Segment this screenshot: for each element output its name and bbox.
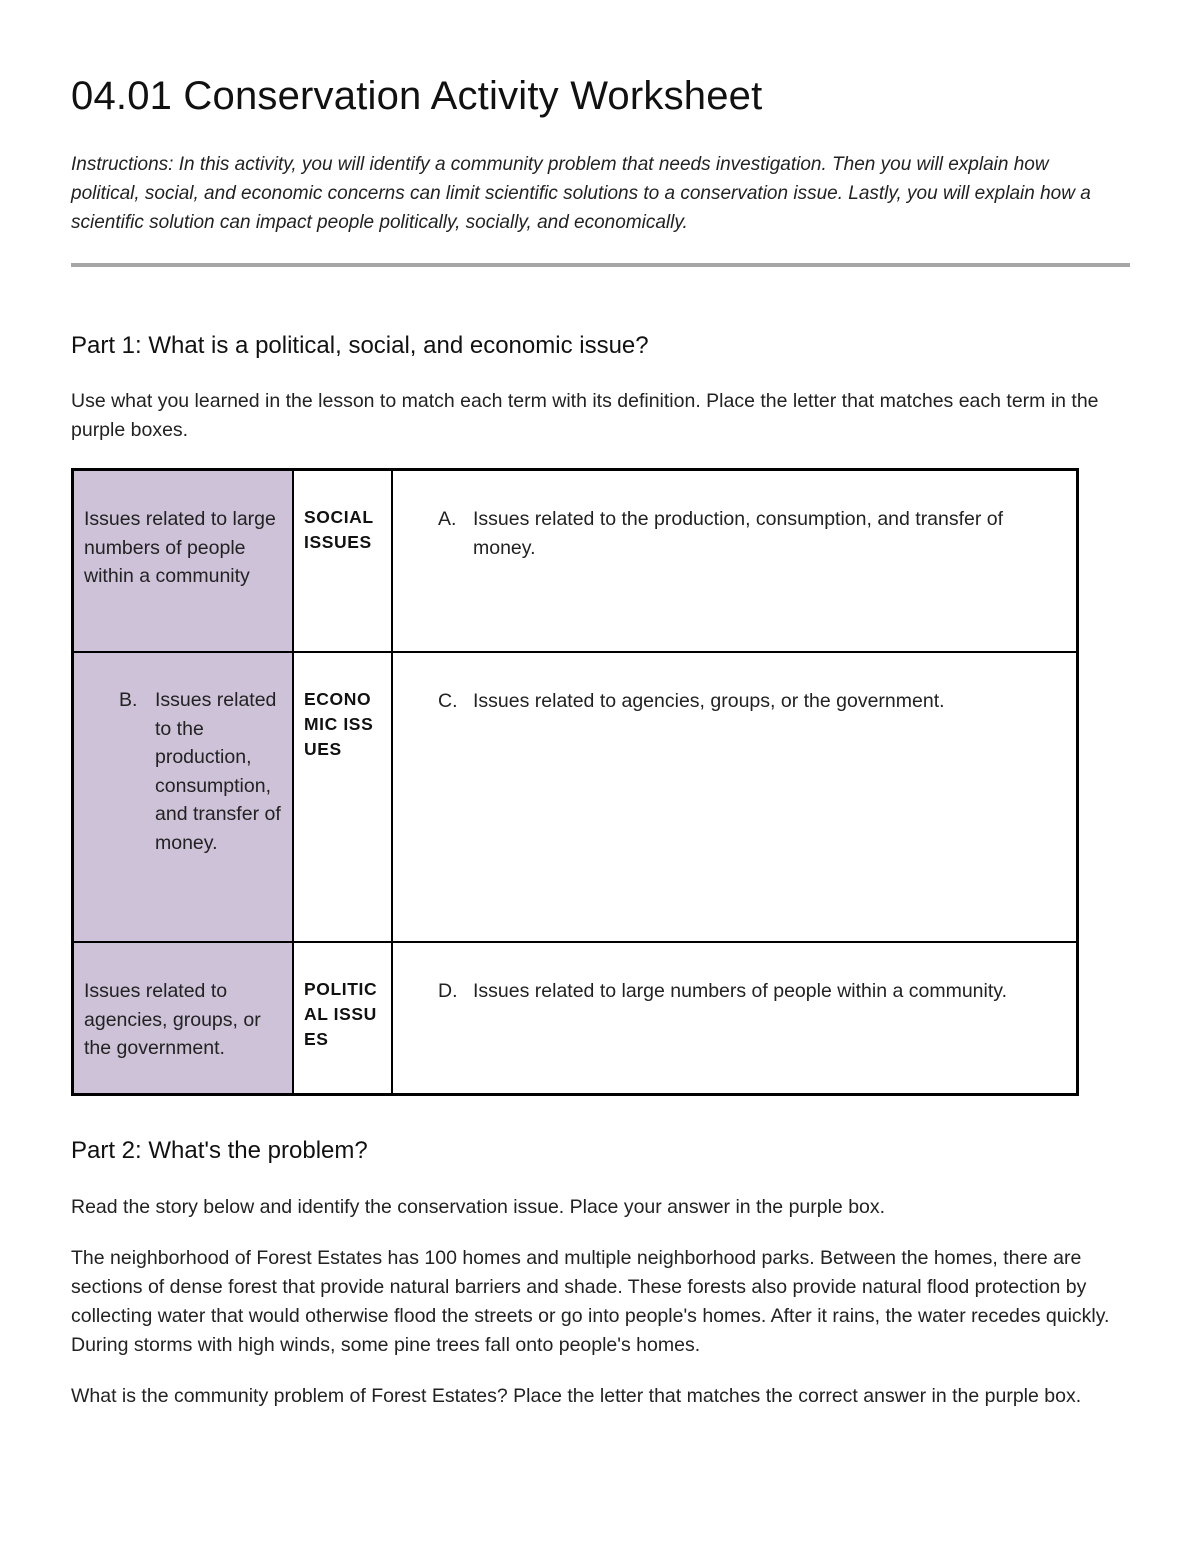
table-row bbox=[73, 470, 1078, 653]
term-cell bbox=[293, 942, 392, 1095]
definition-item bbox=[393, 943, 1076, 1006]
part2-instructions: Read the story below and identify the conservation issue. Place your answer in the purple box. bbox=[71, 1196, 886, 1218]
answer-text[interactable]: Issues related to large numbers of people within a community bbox=[84, 508, 276, 587]
answer-letter: B. bbox=[119, 689, 138, 711]
answer-text[interactable]: Issues related to agencies, groups, or the government. bbox=[84, 980, 261, 1059]
page-title: 04.01 Conservation Activity Worksheet bbox=[71, 74, 763, 118]
definition-text: Issues related to the production, consumption, and transfer of money. bbox=[473, 508, 1004, 559]
definition-item bbox=[393, 471, 1076, 562]
divider bbox=[71, 263, 1130, 267]
answer-box[interactable] bbox=[73, 470, 294, 653]
term-label: POLITICAL ISSUES bbox=[304, 979, 378, 1049]
matching-table bbox=[71, 468, 1079, 1096]
definition-cell bbox=[392, 470, 1078, 653]
term-cell bbox=[293, 470, 392, 653]
definition-letter: A. bbox=[438, 508, 457, 530]
definition-letter: D. bbox=[438, 980, 458, 1002]
part1-instructions: Use what you learned in the lesson to match each term with its definition. Place the letter that matches each term in the purple boxes. bbox=[71, 390, 1099, 441]
answer-text: Issues related to the production, consumption, and transfer of money. bbox=[155, 689, 281, 854]
term-label: ECONOMIC ISSUES bbox=[304, 689, 374, 759]
answer-item[interactable] bbox=[74, 653, 292, 857]
table-row bbox=[73, 652, 1078, 942]
part1-heading: Part 1: What is a political, social, and economic issue? bbox=[71, 332, 649, 359]
term-label: SOCIAL ISSUES bbox=[304, 507, 374, 552]
story-paragraph: The neighborhood of Forest Estates has 100 homes and multiple neighborhood parks. Between the homes, there are sections of dense forest that provide natural barriers and shade. These forests also provide natural flood protection by collecting water that would otherwise flood the streets or go into people's homes. After it rains, the water recedes quickly. During storms with high winds, some pine trees fall onto people's homes. bbox=[71, 1247, 1110, 1356]
answer-box[interactable] bbox=[73, 942, 294, 1095]
table-row bbox=[73, 942, 1078, 1095]
term-cell bbox=[293, 652, 392, 942]
definition-letter: C. bbox=[438, 690, 458, 712]
part2-heading: Part 2: What's the problem? bbox=[71, 1137, 368, 1164]
definition-text: Issues related to agencies, groups, or the government. bbox=[473, 690, 945, 712]
question-paragraph: What is the community problem of Forest Estates? Place the letter that matches the correct answer in the purple box. bbox=[71, 1385, 1082, 1407]
definition-item bbox=[393, 653, 1076, 716]
definition-text: Issues related to large numbers of people within a community. bbox=[473, 980, 1007, 1002]
answer-box[interactable] bbox=[73, 652, 294, 942]
definition-cell bbox=[392, 652, 1078, 942]
instructions: Instructions: In this activity, you will identify a community problem that needs investigation. Then you will explain how political, social, and economic concerns can limit scientific solutions to a conservation issue. Lastly, you will explain how a scientific solution can impact people politically, socially, and economically. bbox=[71, 154, 1091, 233]
definition-cell bbox=[392, 942, 1078, 1095]
